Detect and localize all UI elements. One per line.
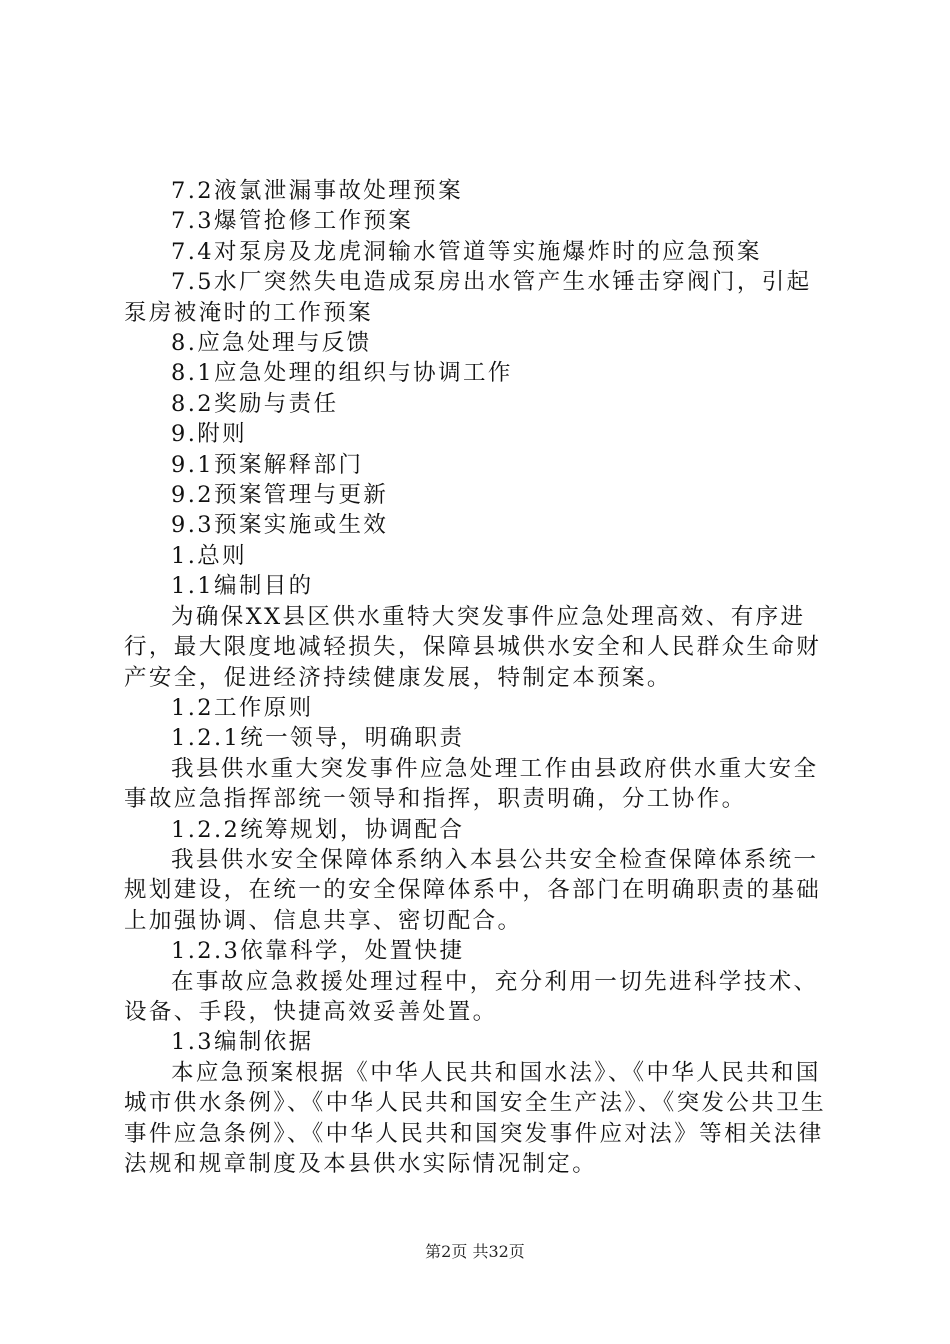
paragraph: 7.2液氯泄漏事故处理预案 bbox=[171, 178, 463, 204]
paragraph: 为确保XX县区供水重特大突发事件应急处理高效、有序进行，最大限度地减轻损失，保障县城供水安全和人民群众生命财产安全，促进经济持续健康发展，特制定本预案。 bbox=[124, 603, 822, 691]
paragraph: 8.应急处理与反馈 bbox=[171, 330, 372, 357]
paragraph: 1.2.1统一领导，明确职责 bbox=[171, 725, 465, 752]
paragraph: 9.1预案解释部门 bbox=[171, 451, 364, 478]
paragraph: 8.2奖励与责任 bbox=[171, 390, 339, 417]
paragraph: 1.总则 bbox=[171, 542, 248, 569]
paragraph: 8.1应急处理的组织与协调工作 bbox=[171, 360, 513, 387]
paragraph: 本应急预案根据《中华人民共和国水法》、《中华人民共和国城市供水条例》、《中华人民共和国安全生产法》、《突发公共卫生事件应急条例》、《中华人民共和国突发事件应对法》等相关法律法规和规章制度及本县供水实际情况制定。 bbox=[124, 1059, 827, 1177]
paragraph: 我县供水重大突发事件应急处理工作由县政府供水重大安全事故应急指挥部统一领导和指挥，职责明确，分工协作。 bbox=[124, 755, 819, 813]
paragraph: 9.2预案管理与更新 bbox=[171, 482, 389, 509]
paragraph: 1.2.3依靠科学，处置快捷 bbox=[171, 938, 465, 965]
document-body bbox=[124, 176, 832, 1179]
paragraph: 7.4对泵房及龙虎洞输水管道等实施爆炸时的应急预案 bbox=[171, 238, 762, 265]
paragraph: 1.2.2统筹规划，协调配合 bbox=[171, 816, 465, 843]
paragraph: 1.1编制目的 bbox=[171, 573, 314, 600]
paragraph: 9.3预案实施或生效 bbox=[171, 512, 389, 539]
paragraph: 1.2工作原则 bbox=[171, 694, 314, 721]
paragraph: 7.5水厂突然失电造成泵房出水管产生水锤击穿阀门，引起泵房被淹时的工作预案 bbox=[124, 269, 812, 326]
paragraph: 7.3爆管抢修工作预案 bbox=[171, 208, 414, 235]
page-number-footer: 第2页 共32页 bbox=[425, 1242, 525, 1261]
paragraph: 我县供水安全保障体系纳入本县公共安全检查保障体系统一规划建设，在统一的安全保障体系中，各部门在明确职责的基础上加强协调、信息共享、密切配合。 bbox=[124, 846, 822, 934]
paragraph: 9.附则 bbox=[171, 421, 248, 448]
paragraph: 1.3编制依据 bbox=[171, 1029, 314, 1056]
paragraph: 在事故应急救援处理过程中，充分利用一切先进科学技术、设备、手段，快捷高效妥善处置。 bbox=[124, 968, 819, 1025]
